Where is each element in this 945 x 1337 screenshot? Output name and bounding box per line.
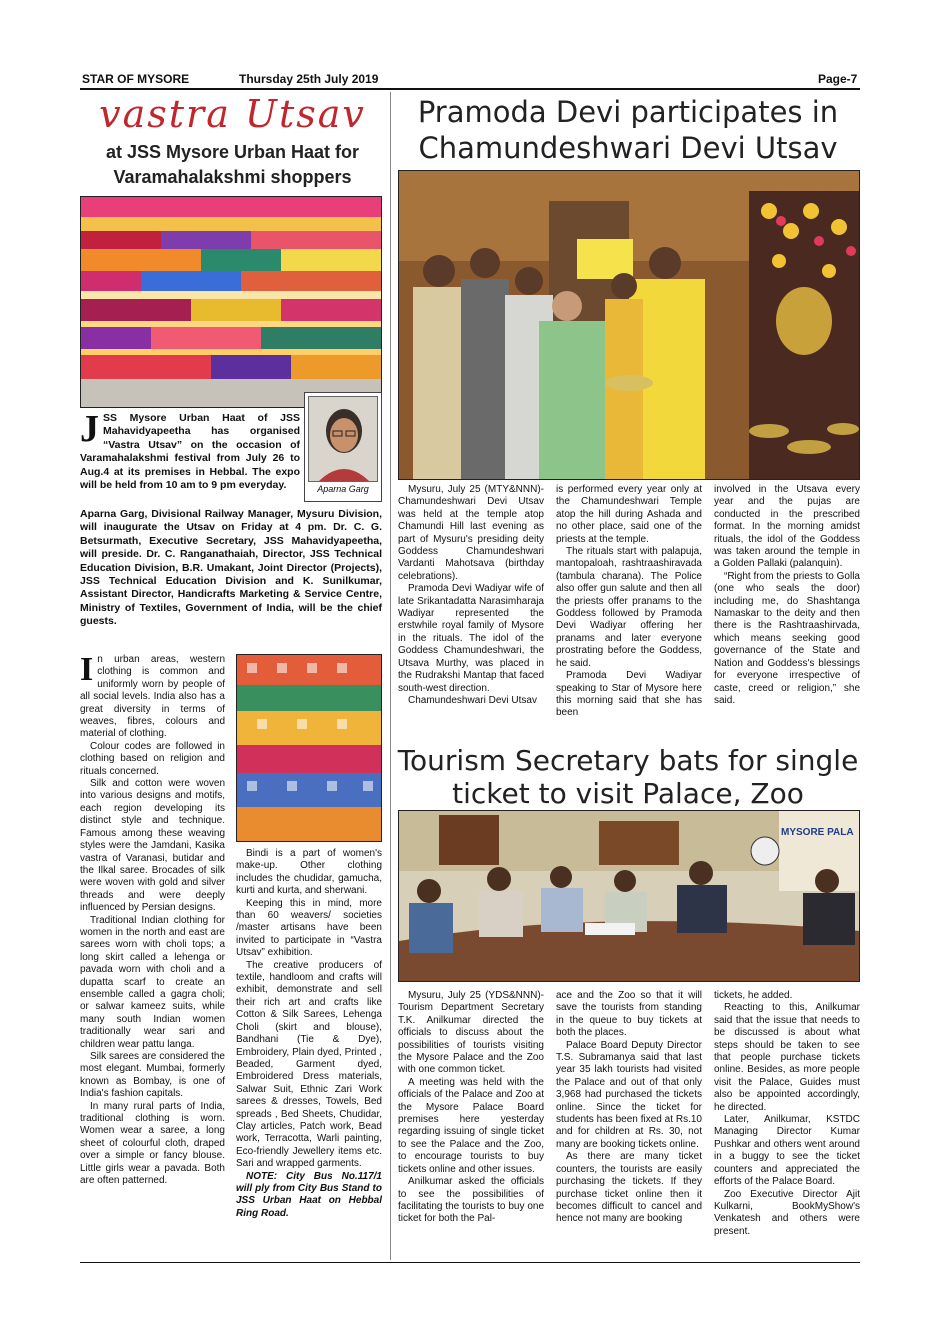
tourism-col2-paragraph: Palace Board Deputy Director T.S. Subramanya said that last year 35 lakh tourists had visited the Palace and out of that only 3,968 had purchased the tickets online. Since the ticket for students has been fixed at Rs.10 and for children at Rs. 30, not many are booking tickets online.: [556, 1039, 702, 1150]
pramoda-col2-paragraph: Pramoda Devi Wadiyar speaking to Star of Mysore here this morning said that she has been: [556, 670, 702, 719]
vastra-col2-paragraph: Bindi is a part of women's make-up. Other clothing includes the chudidar, gamucha, kurti and kurta, and sherwani.: [236, 848, 382, 897]
tourism-column-2: [556, 990, 702, 1226]
vastra-dropcap: J: [80, 408, 99, 450]
issue-date: Thursday 25th July 2019: [239, 72, 379, 86]
vastra-col1-paragraph: Silk and cotton were woven into various designs and motifs, each region developing its distinct style and technique. Famous among these weaving styles were the Jamdani, Kasika vastra of Varanasi, butidar and the Ilkal saree. Brocades of silk were woven with gold and silver threads and were deeply influenced by Persian designs.: [80, 778, 225, 914]
vastra-col1-paragraph: Traditional Indian clothing for women in the north and east are sarees worn with choli tops; a long skirt called a lehenga or pavada worn with choli and a dupatta scarf to create an ensemble called a gagra choli; or salwar kameez suits, while many south Indian women traditionally wear sari and children wear pattu langa.: [80, 914, 225, 1050]
mysore-palace-sign: MYSORE PALA: [781, 827, 854, 838]
vastra-col2-paragraph: Keeping this in mind, more than 60 weavers/ societies /master artisans have been invited to participate in “Vastra Utsav” exhibition.: [236, 897, 382, 959]
vastra-subtitle-1: at JSS Mysore Urban Haat for: [105, 142, 360, 162]
tourism-col1-paragraph: Anilkumar asked the officials to see the possibilities of facilitating the tourists to buy one ticket for both the Pal-: [398, 1176, 544, 1225]
tourism-col3-paragraph: Zoo Executive Director Ajit Kulkarni, BookMyShow's Venkatesh and others were present.: [714, 1188, 860, 1237]
tourism-col1-paragraph: Mysuru, July 25 (YDS&NNN)- Tourism Department Secretary T.K. Anilkumar directed the officials to discuss about the possibilities of tourists visiting the Mysore Palace and the Zoo with one common ticket.: [398, 990, 544, 1076]
vastra-col1-paragraph: Silk sarees are considered the most elegant. Mumbai, formerly known as Bombay, is one of India's fashion capitals.: [80, 1051, 225, 1100]
tourism-col1-paragraph: A meeting was held with the officials of the Palace and Zoo at the Mysore Palace Board premises here yesterday regarding issuing of single ticket to see the Palace and the Zoo, to encourage tourists to buy tickets online and other issues.: [398, 1076, 544, 1175]
tourism-headline-1: Tourism Secretary bats for single: [397, 744, 859, 777]
vastra-subtitle-2: Varamahalakshmi shoppers: [113, 167, 352, 187]
pramoda-column-2: [556, 484, 702, 720]
vastra-lead-2: Aparna Garg, Divisional Railway Manager, Mysuru Division, will inaugurate the Utsav on Friday at 4 pm. Dr. C. G. Betsurmath, Executive Secretary, JSS Mahavidyapeetha, will preside. Dr. C. Ranganathaiah, Director, JSS Technical Education Division, B.R. Umakant, Joint Director (Projects), JSS Technical Education Division and K. Sunilkumar, Assistant Director, Handicrafts Marketing & Service Centre, Ministry of Textiles, Government of India, will be the chief guests.: [80, 508, 382, 628]
vastra-col1-paragraph: Colour codes are followed in clothing based on religion and rituals concerned.: [80, 740, 225, 777]
newspaper-name: STAR OF MYSORE: [82, 72, 190, 86]
tourism-col3-paragraph: tickets, he added.: [714, 990, 793, 1001]
page-number: Page-7: [818, 72, 858, 86]
vastra-lead-text: SS Mysore Urban Haat of JSS Mahavidyapeetha has organised “Vastra Utsav” on the occasion of Varamahalakshmi festival from July 26 to Aug.4 at its premises in Hebbal. The expo will be held from 10 am to 9 pm everyday.: [80, 412, 300, 492]
vastra-col1-p1-text: n urban areas, western clothing is common and uniformly worn by people of all social levels. India also has a great diversity in terms of weaves, fibres, colours and material of clothing.: [80, 654, 225, 740]
temple-ritual-photo: [398, 170, 860, 480]
tourism-col3-paragraph: Reacting to this, Anilkumar said that the issue that needs to be discussed is about what steps should be taken to see that people purchase tickets online. Besides, as more people visit the Palace, Guides must also be appointed accordingly, he directed.: [714, 1002, 860, 1113]
pramoda-col1-paragraph: Chamundeshwari Devi Utsav: [408, 694, 537, 706]
aparna-garg-inset: [304, 392, 382, 502]
vastra-lead: [80, 408, 300, 492]
tourism-column-1: [398, 990, 544, 1226]
pramoda-col1-paragraph: Pramoda Devi Wadiyar wife of late Srikantadatta Narasimharaja Wadiyar represented the erstwhile royal family of Mysore in the rituals. The idol of the Goddess Chamundeshwari, the Utsava Murthy, was placed in the Rudrakshi Mantap that faced south-west direction.: [398, 583, 544, 694]
pramoda-col3-paragraph: “Right from the priests to Golla (one who seals the door) including me, do Shashtanga Namaskar to the deity and then there is the Rashtraashirvada, which means seeking good governance of the State and Nation and Goddess's blessings for everyone irrespective of caste, creed or religion,” she said.: [714, 570, 860, 706]
pramoda-column-1: [398, 484, 544, 707]
pramoda-col2-paragraph: is performed every year only at the Chamundeshwari Temple atop the hill during Ashada and no other place, said one of the priests at the temple.: [556, 484, 702, 545]
pramoda-headline-2: Chamundeshwari Devi Utsav: [418, 131, 838, 165]
vastra-col1-dropcap: I: [80, 651, 94, 688]
footer-rule: [80, 1262, 860, 1263]
pramoda-col1-paragraph: Mysuru, July 25 (MTY&NNN)- Chamundeshwari Devi Utsav was held at the temple atop Chamundi Hill last evening as part of Mysuru's presiding deity Goddess Chamundeshwari Vardanti Mahotsava (birthday celebrations).: [398, 484, 544, 582]
tourism-col2-paragraph: As there are many ticket counters, the tourists are easily purchasing the tickets. If they purchase ticket online then it becomes difficult to cancel and hence not many are booking: [556, 1151, 702, 1225]
vastra-column-1: [80, 651, 225, 1187]
vastra-col1-paragraph-1: [80, 651, 225, 741]
vastra-col2-paragraph: The creative producers of textile, handloom and crafts will exhibit, demonstrate and sell their rich art and crafts like Cotton & Silk Sarees, Lehenga Choli (skirt and blouse), Bandhani (Tie & Dye), Embroidery, Plain dyed, Printed , Beaded, Garment dyed, Embroidered Dress materials, Salwar Suit, Ethnic Zari Work sarees & dresses, Towels, Bed spreads , Bed Sheets, Chudidar, Clay articles, Patch work, Bead work, Terracotta, Warli painting, Eco-friendly Jewellery items etc. Sari and wrapped garments.: [236, 959, 382, 1170]
vastra-logo-title: vastra Utsav: [99, 92, 366, 136]
saree-stacks-photo: [80, 196, 382, 408]
vastra-col2-note: NOTE: City Bus No.117/1 will ply from City Bus Stand to JSS Urban Haat on Hebbal Ring Road.: [236, 1170, 382, 1219]
pramoda-col3-paragraph: involved in the Utsava every year and the pujas are conducted in the prescribed format. In the morning amidst rituals, the idol of the Goddess was taken around the temple in a Golden Pallaki (palanquin).: [714, 484, 860, 570]
vastra-column-2: [236, 848, 382, 1220]
header-rule: [80, 88, 860, 90]
tourism-col2-paragraph: ace and the Zoo so that it will save the tourists from standing in the queue to buy tickets at both the places.: [556, 990, 702, 1039]
pramoda-headline-1: Pramoda Devi participates in: [417, 95, 839, 129]
aparna-garg-caption: Aparna Garg: [317, 484, 369, 494]
pramoda-col2-paragraph: The rituals start with palapuja, mantopaloah, rashtraashiravada (tambula charana). The Police also offer gun salute and then all the priests offer pranams to the Goddess followed by Pramoda Devi Wadiyar offering her pranams and later everyone prostrating before the Goddess, he said.: [556, 546, 702, 669]
tourism-column-3: [714, 990, 860, 1238]
tourism-headline-2: ticket to visit Palace, Zoo: [452, 777, 804, 810]
aparna-garg-photo: [308, 396, 378, 482]
ikat-fabric-photo: [236, 654, 382, 842]
tourism-meeting-photo: [398, 810, 860, 982]
column-divider: [390, 92, 391, 1260]
pramoda-column-3: [714, 484, 860, 707]
tourism-col3-paragraph: Later, Anilkumar, KSTDC Managing Director Kumar Pushkar and others went around in a buggy to see the ticket counters and appreciated the efforts of the Palace Board.: [714, 1114, 860, 1188]
vastra-col1-paragraph: In many rural parts of India, traditional clothing is worn. Women wear a saree, a long sheet of colourful cloth, draped over a simple or fancy blouse. Little girls wear a pavada. Both are often patterned.: [80, 1100, 225, 1187]
